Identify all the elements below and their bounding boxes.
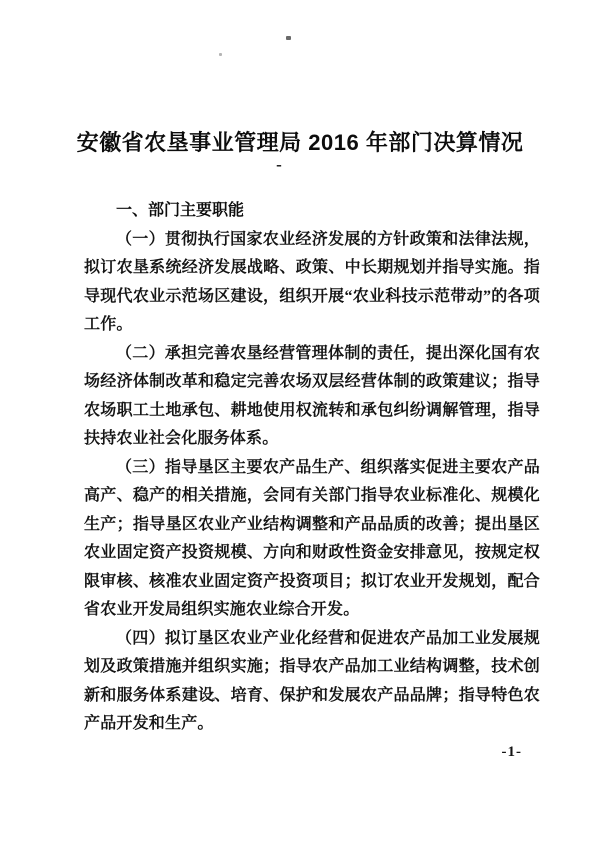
document-title: 安徽省农垦事业管理局 2016 年部门决算情况 [76, 130, 524, 155]
paragraph-duty-4: （四）拟订垦区农业产业化经营和促进农产品加工业发展规划及政策措施并组织实施；指导农产品加工业结构调整，技术创新和服务体系建设、培育、保护和发展农产品品牌；指导特色农产品开发和生产。 [84, 629, 540, 732]
paragraph-duty-1: （一）贯彻执行国家农业经济发展的方针政策和法律法规，拟订农垦系统经济发展战略、政策、中长期规划并指导实施。指导现代农业示范场区建设，组织开展“农业科技示范带动”的各项工作。 [84, 230, 540, 333]
scan-artifact-speck [219, 53, 222, 56]
page-number: -1- [501, 744, 522, 760]
scan-artifact-speck [286, 36, 291, 40]
section-heading-main-duties: 一、部门主要职能 [116, 202, 245, 219]
document-body [84, 197, 540, 739]
paragraph-duty-3: （三）指导垦区主要农产品生产、组织落实促进主要农产品高产、稳产的相关措施，会同有关部门指导农业标准化、规模化生产；指导垦区农业产业结构调整和产品品质的改善；提出垦区农业固定资产投资规模、方向和财政性资金安排意见，按规定权限审核、核准农业固定资产投资项目；拟订农业开发规划，配合省农业开发局组织实施农业综合开发。 [84, 458, 540, 618]
subtitle-dash: - [276, 155, 282, 174]
paragraph-duty-2: （二）承担完善农垦经营管理体制的责任，提出深化国有农场经济体制改革和稳定完善农场双层经营体制的政策建议；指导农场职工土地承包、耕地使用权流转和承包纠纷调解管理，指导扶持农业社会化服务体系。 [84, 344, 540, 447]
